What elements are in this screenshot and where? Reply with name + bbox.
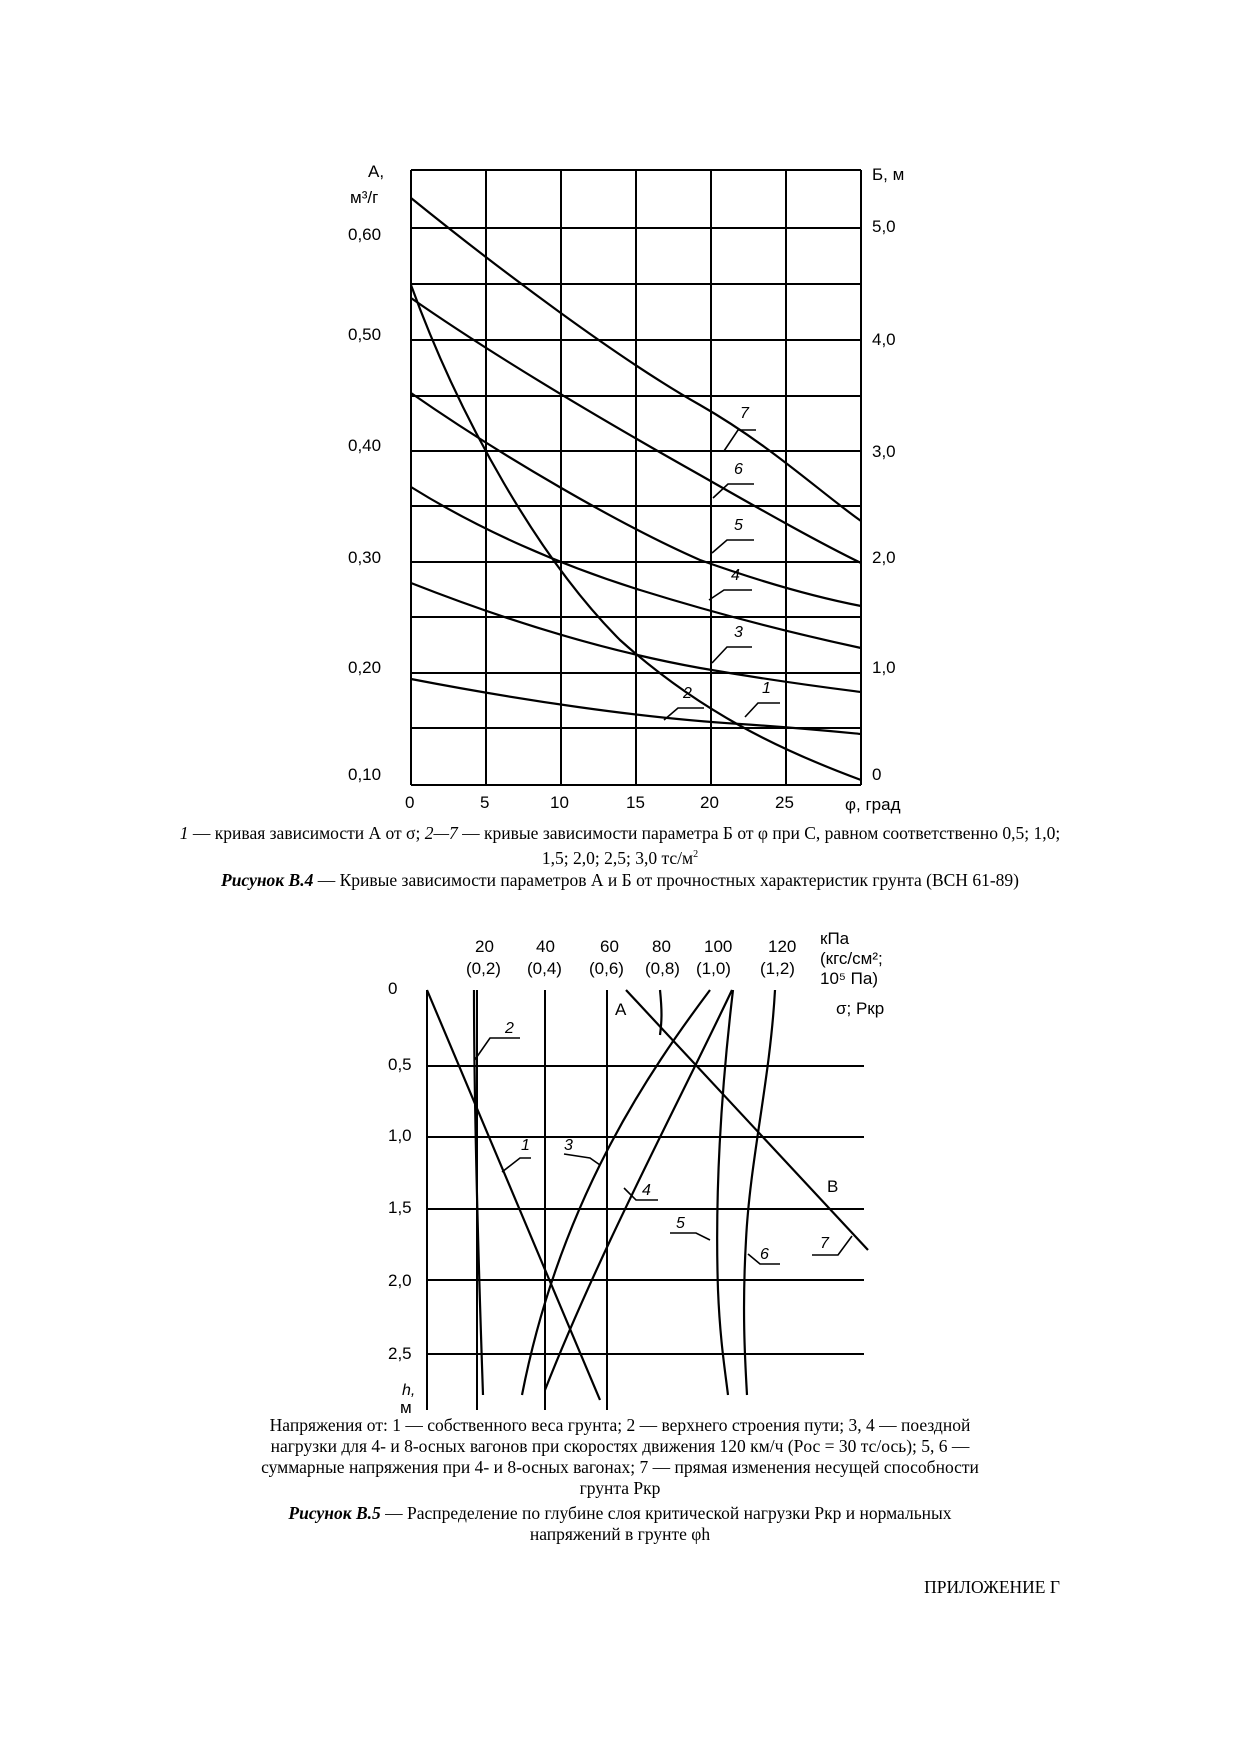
x-tick: 15 (626, 793, 645, 812)
y-tick: 0 (388, 979, 398, 998)
leader-4 (709, 590, 752, 600)
curve-4 (545, 990, 732, 1390)
right-tick: 3,0 (872, 442, 896, 461)
y-tick: 2,0 (388, 1271, 412, 1290)
left-tick: 0,60 (348, 225, 382, 244)
unit-label-2: (кгс/см²; (820, 949, 883, 968)
top-tick-kpa: 100 (704, 937, 733, 956)
legend-num-2: 2—7 (424, 823, 458, 843)
appendix-heading: ПРИЛОЖЕНИЕ Г (924, 1577, 1060, 1597)
legend-line-4: грунта Pкр (579, 1478, 661, 1498)
axis-left-unit: м³/г (350, 188, 379, 207)
top-tick-kgs: (0,2) (466, 959, 501, 978)
top-tick-kgs: (0,4) (527, 959, 562, 978)
y-tick: 0,5 (388, 1055, 412, 1074)
legend-line-3: суммарные напряжения при 4- и 8-осных вагонах; 7 — прямая изменения несущей способности (261, 1457, 979, 1477)
x-tick: 20 (700, 793, 719, 812)
x-tick: 25 (775, 793, 794, 812)
curve-label-5: 5 (676, 1215, 685, 1232)
curve-label-7: 7 (740, 405, 749, 422)
legend-num-1: 1 (179, 823, 189, 843)
x-tick: 0 (405, 793, 415, 812)
right-tick: 4,0 (872, 330, 896, 349)
figure-b4-caption-text: — Кривые зависимости параметров А и Б от прочностных характеристик грунта (ВСН 61-89) (317, 870, 1019, 890)
left-tick: 0,50 (348, 325, 382, 344)
right-tick: 1,0 (872, 658, 896, 677)
y-axis-unit: м (400, 1398, 412, 1417)
axis-right-label: Б, м (872, 165, 905, 184)
top-tick-kgs: (0,8) (645, 959, 680, 978)
left-tick: 0,20 (348, 658, 382, 677)
right-tick: 0 (872, 765, 882, 784)
leader-3 (712, 647, 752, 663)
curve-label-6: 6 (734, 461, 743, 478)
leader-1 (502, 1158, 531, 1172)
curve-label-1: 1 (762, 680, 771, 697)
top-tick-kpa: 60 (600, 937, 619, 956)
figure-b4-caption (170, 870, 1070, 891)
curve-label-5: 5 (734, 517, 743, 534)
top-tick-kpa: 20 (475, 937, 494, 956)
curve-label-2: 2 (505, 1020, 514, 1037)
legend-line-2: нагрузки для 4- и 8-осных вагонов при скоростях движения 120 км/ч (Pос = 30 тс/ось); 5, 6 — (270, 1436, 970, 1456)
curve-label-4: 4 (731, 567, 740, 584)
x-tick: 5 (480, 793, 490, 812)
legend-line-1: Напряжения от: 1 — собственного веса грунта; 2 — верхнего строения пути; 3, 4 — поездной (269, 1415, 971, 1435)
figure-b5-caption (170, 1503, 1070, 1545)
top-tick-kpa: 80 (652, 937, 671, 956)
top-tick-kgs: (1,2) (760, 959, 795, 978)
y-axis-label: h, (402, 1382, 416, 1399)
leader-3 (564, 1154, 600, 1165)
figure-b4-caption-label: Рисунок В.4 (221, 870, 314, 890)
figure-b4-legend (170, 823, 1070, 869)
leader-1 (745, 703, 780, 717)
figure-b4-chart (348, 162, 904, 814)
y-tick: 1,0 (388, 1126, 412, 1145)
y-tick: 2,5 (388, 1344, 412, 1363)
figure-b5-legend (170, 1415, 1070, 1499)
leader-2 (474, 1038, 520, 1061)
sigma-axis-label: σ; Pкр (836, 999, 885, 1018)
y-tick: 1,5 (388, 1198, 412, 1217)
x-tick: 10 (550, 793, 569, 812)
curve-5 (717, 990, 733, 1395)
leader-7 (812, 1236, 852, 1255)
top-tick-kgs: (0,6) (589, 959, 624, 978)
point-b-label: В (827, 1177, 839, 1196)
curve-label-3: 3 (734, 624, 743, 641)
right-tick: 5,0 (872, 217, 896, 236)
top-tick-kgs: (1,0) (696, 959, 731, 978)
curve-label-6: 6 (760, 1246, 769, 1263)
leader-5 (670, 1233, 710, 1240)
legend-sup: 2 (693, 849, 699, 860)
legend-text-2: — кривые зависимости параметра Б от φ при С, равном соответственно 0,5; 1,0; 1,5; 2,0; 2,5; 3,0 тс/м (462, 823, 1061, 868)
curve-label-3: 3 (564, 1137, 573, 1154)
left-tick: 0,40 (348, 436, 382, 455)
axis-left-label: А, (368, 162, 385, 181)
curve-label-1: 1 (521, 1137, 530, 1154)
curve-6 (744, 990, 775, 1395)
figure-b5-caption-text-1: — Распределение по глубине слоя критической нагрузки Pкр и нормальных (385, 1503, 952, 1523)
unit-label-3: 10⁵ Па) (820, 969, 879, 988)
curve-label-4: 4 (642, 1182, 651, 1199)
curve-label-2: 2 (683, 685, 692, 702)
leader-5 (712, 540, 754, 553)
unit-label-1: кПа (820, 929, 850, 948)
axis-x-label: φ, град (845, 795, 901, 814)
leader-7 (724, 430, 756, 451)
left-tick: 0,10 (348, 765, 382, 784)
curve-1 (427, 990, 600, 1400)
top-tick-kpa: 120 (768, 937, 797, 956)
curve-label-7: 7 (820, 1235, 829, 1252)
right-tick: 2,0 (872, 548, 896, 567)
top-tick-kpa: 40 (536, 937, 555, 956)
figure-b5-chart (388, 929, 884, 1417)
left-tick: 0,30 (348, 548, 382, 567)
point-a-label: А (615, 1000, 627, 1019)
curve-7 (626, 990, 868, 1250)
legend-text-1: — кривая зависимости А от σ; (192, 823, 421, 843)
curve-2-upper (660, 990, 662, 1035)
figure-b5-caption-text-2: напряжений в грунте φh (529, 1524, 711, 1544)
figure-b5-caption-label: Рисунок В.5 (288, 1503, 381, 1523)
